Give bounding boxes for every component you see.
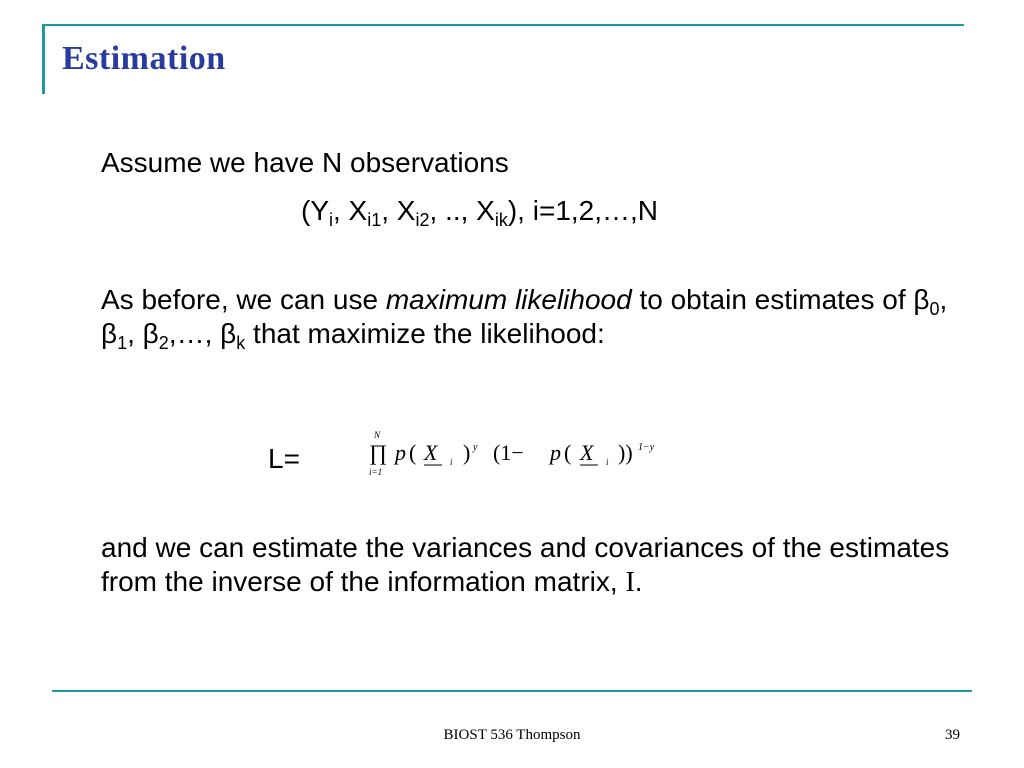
p-function-1: p xyxy=(395,440,406,465)
paren-open-1: ( xyxy=(409,440,417,465)
accent-vertical-line xyxy=(42,24,45,94)
footer-course: BIOST 536 Thompson xyxy=(443,727,581,743)
exponent-2: 1−y xyxy=(638,442,655,453)
product-upper-limit: N xyxy=(374,430,381,440)
likelihood-formula xyxy=(368,428,668,478)
observations-intro: Assume we have N observations xyxy=(101,147,509,178)
x-subscript-1: i xyxy=(450,457,453,467)
slide-title: Estimation xyxy=(62,40,226,77)
x-vector-2: X xyxy=(580,440,594,465)
paren-close-2: )) xyxy=(618,440,633,465)
accent-bottom-line xyxy=(52,690,972,692)
observations-tuple: ($Y_i$, $X_{i1}$, $X_{i2}$, .., $X_{ik}$), i=1,2,…,N xyxy=(301,195,659,230)
mle-paragraph: As before, we can use maximum likelihood to obtain estimates of $\beta_0$, $\beta_1$, $\beta_2,\dots$, $\beta_k$ that maximize the likelihood: xyxy=(101,284,948,353)
x-subscript-2: i xyxy=(606,457,609,467)
variance-paragraph: and we can estimate the variances and covariances of the estimates from the inverse of the information matrix, I. xyxy=(101,532,950,598)
product-symbol: ∏ xyxy=(369,440,388,465)
paren-open-2: ( xyxy=(564,440,572,465)
exponent-1: y xyxy=(473,442,478,453)
p-function-2: p xyxy=(550,440,561,465)
accent-top-line xyxy=(42,24,964,26)
information-matrix-symbol: I xyxy=(625,567,635,598)
page-number: 39 xyxy=(945,727,960,743)
paren-close-1: ) xyxy=(463,440,471,465)
one-minus: (1− xyxy=(493,440,524,465)
likelihood-label: L= xyxy=(268,443,300,474)
product-lower-limit: i=1 xyxy=(369,467,383,477)
x-vector-1: X xyxy=(424,440,438,465)
